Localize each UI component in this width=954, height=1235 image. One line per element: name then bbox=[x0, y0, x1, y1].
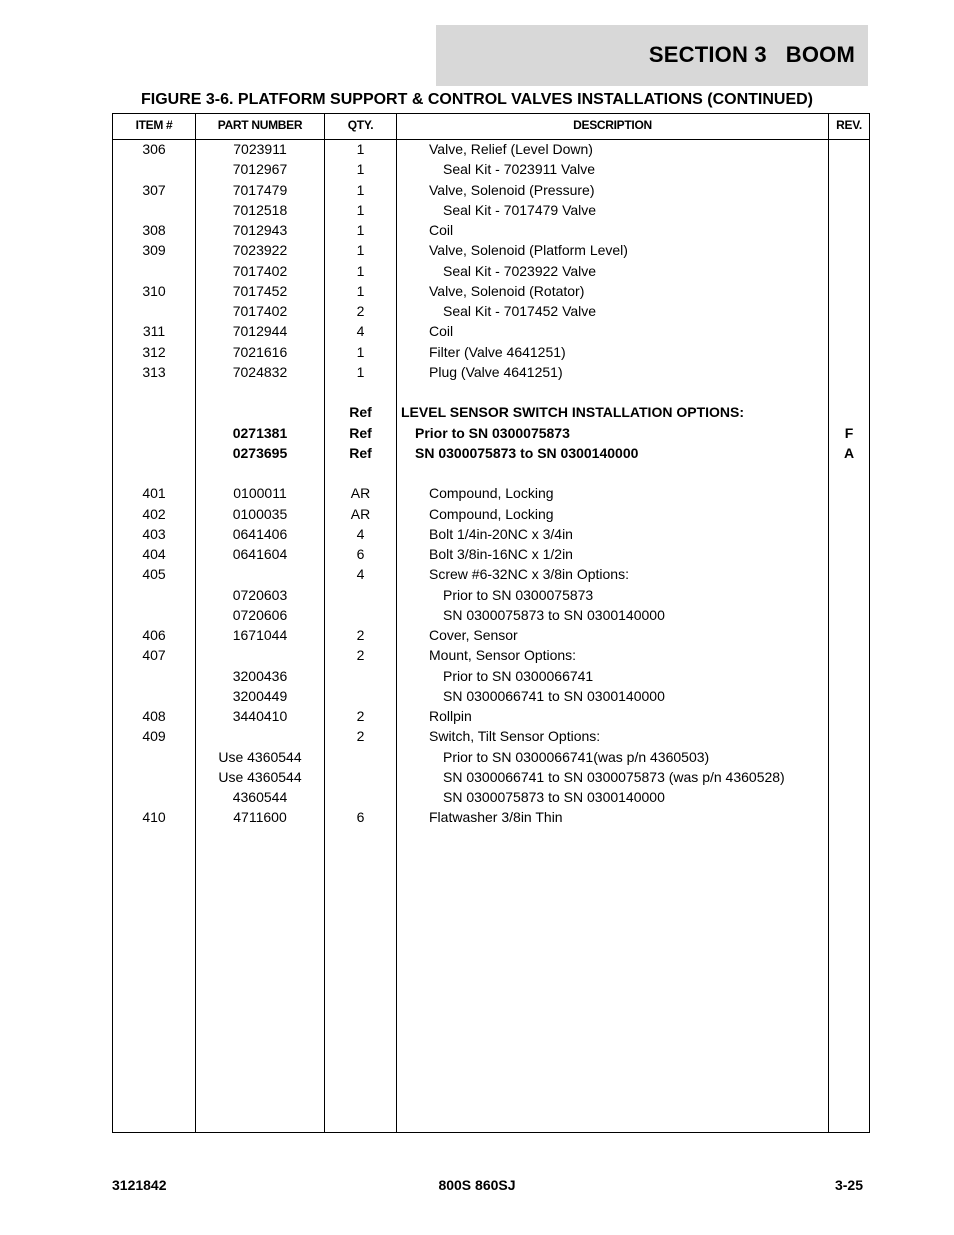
header-description: DESCRIPTION bbox=[573, 118, 652, 132]
quantity-cell: 1 bbox=[356, 181, 365, 198]
table-row bbox=[113, 587, 869, 607]
table-row bbox=[113, 384, 869, 404]
part-number-cell: 3200436 bbox=[232, 667, 288, 684]
description-cell: Coil bbox=[429, 323, 454, 340]
description-cell: Prior to SN 0300075873 bbox=[415, 424, 570, 441]
table-row bbox=[113, 809, 869, 829]
quantity-cell: 1 bbox=[356, 161, 365, 178]
part-number-cell: 7012944 bbox=[232, 323, 288, 340]
quantity-cell: 1 bbox=[356, 282, 365, 299]
header-rev: REV. bbox=[836, 118, 862, 132]
item-number-cell: 402 bbox=[142, 505, 166, 522]
description-cell: SN 0300075873 to SN 0300140000 bbox=[443, 606, 665, 623]
quantity-cell: 1 bbox=[356, 242, 365, 259]
item-number-cell: 306 bbox=[142, 141, 166, 157]
table-row bbox=[113, 506, 869, 526]
table-row bbox=[113, 546, 869, 566]
description-cell: Bolt 3/8in-16NC x 1/2in bbox=[429, 546, 573, 562]
item-number-cell: 310 bbox=[142, 282, 166, 299]
table-row bbox=[113, 668, 869, 688]
part-number-cell: Use 4360544 bbox=[218, 748, 302, 765]
part-number-cell: 7017402 bbox=[232, 303, 288, 319]
quantity-cell: 2 bbox=[356, 708, 365, 724]
description-cell: Compound, Locking bbox=[429, 485, 554, 502]
table-row bbox=[113, 323, 869, 343]
description-cell: SN 0300075873 to SN 0300140000 bbox=[443, 789, 665, 805]
section-title: SECTION 3 BOOM bbox=[648, 42, 855, 67]
description-cell: SN 0300075873 to SN 0300140000 bbox=[415, 444, 639, 461]
part-number-cell: 7021616 bbox=[232, 343, 288, 360]
item-number-cell: 312 bbox=[142, 343, 166, 360]
table-row bbox=[113, 526, 869, 546]
table-row bbox=[113, 728, 869, 748]
part-number-cell: 0271381 bbox=[232, 424, 288, 441]
table-row bbox=[113, 566, 869, 586]
figure-title: FIGURE 3-6. PLATFORM SUPPORT & CONTROL VALVES INSTALLATIONS (CONTINUED) bbox=[141, 91, 813, 108]
part-number-cell: 7012967 bbox=[232, 161, 288, 178]
description-cell: Coil bbox=[429, 222, 454, 238]
quantity-cell: 1 bbox=[356, 201, 365, 218]
description-cell: LEVEL SENSOR SWITCH INSTALLATION OPTIONS: bbox=[401, 404, 745, 421]
part-number-cell: 7017402 bbox=[232, 262, 288, 279]
description-cell: Mount, Sensor Options: bbox=[429, 647, 577, 664]
footer-page-number: 3-25 bbox=[834, 1177, 863, 1193]
quantity-cell: 4 bbox=[356, 566, 365, 583]
part-number-cell: 4711600 bbox=[233, 809, 287, 826]
footer-model: 800S 860SJ bbox=[438, 1177, 516, 1193]
description-cell: SN 0300066741 to SN 0300140000 bbox=[443, 687, 665, 704]
section-header bbox=[436, 25, 868, 86]
description-cell: SN 0300066741 to SN 0300075873 (was p/n 4360528) bbox=[443, 768, 785, 785]
description-cell: Prior to SN 0300075873 bbox=[443, 586, 594, 603]
item-number-cell: 409 bbox=[142, 728, 166, 745]
description-cell: Seal Kit - 7023922 Valve bbox=[443, 262, 597, 279]
item-number-cell: 405 bbox=[142, 566, 166, 583]
part-number-cell: 4360544 bbox=[232, 789, 288, 805]
description-cell: Valve, Solenoid (Platform Level) bbox=[429, 242, 628, 259]
description-cell: Flatwasher 3/8in Thin bbox=[429, 809, 563, 826]
table-row bbox=[113, 425, 869, 445]
description-cell: Valve, Relief (Level Down) bbox=[429, 141, 593, 157]
part-number-cell: Use 4360544 bbox=[218, 768, 302, 785]
quantity-cell: AR bbox=[350, 485, 371, 502]
description-cell: Cover, Sensor bbox=[429, 627, 518, 643]
item-number-cell: 309 bbox=[142, 242, 166, 259]
table-row bbox=[113, 465, 869, 485]
quantity-cell: 1 bbox=[356, 363, 365, 380]
part-number-cell: 0641604 bbox=[232, 546, 288, 562]
header-divider bbox=[113, 139, 869, 140]
quantity-cell: AR bbox=[350, 505, 371, 522]
table-row bbox=[113, 749, 869, 769]
item-number-cell: 404 bbox=[142, 546, 166, 562]
footer-document-number: 3121842 bbox=[112, 1177, 167, 1193]
table-row bbox=[113, 222, 869, 242]
description-cell: Seal Kit - 7017452 Valve bbox=[443, 303, 597, 319]
quantity-cell: 1 bbox=[356, 343, 365, 360]
table-row bbox=[113, 344, 869, 364]
description-cell: Seal Kit - 7017479 Valve bbox=[443, 201, 597, 218]
table-row bbox=[113, 161, 869, 181]
revision-cell: F bbox=[844, 424, 854, 441]
description-cell: Filter (Valve 4641251) bbox=[429, 343, 566, 360]
item-number-cell: 311 bbox=[142, 323, 166, 340]
table-row bbox=[113, 202, 869, 222]
revision-cell: A bbox=[843, 444, 855, 461]
description-cell: Switch, Tilt Sensor Options: bbox=[429, 728, 601, 745]
table-row bbox=[113, 404, 869, 424]
quantity-cell: 1 bbox=[356, 222, 365, 238]
description-cell: Screw #6-32NC x 3/8in Options: bbox=[429, 566, 629, 583]
item-number-cell: 313 bbox=[142, 363, 166, 380]
table-row bbox=[113, 688, 869, 708]
parts-table bbox=[112, 113, 870, 1133]
header-qty: QTY. bbox=[347, 118, 374, 132]
description-cell: Plug (Valve 4641251) bbox=[429, 363, 563, 380]
part-number-cell: 0641406 bbox=[232, 525, 288, 542]
quantity-cell: 2 bbox=[356, 303, 365, 319]
table-row bbox=[113, 364, 869, 384]
table-row bbox=[113, 283, 869, 303]
part-number-cell: 0100011 bbox=[233, 485, 287, 502]
table-row bbox=[113, 182, 869, 202]
quantity-cell: 2 bbox=[356, 627, 365, 643]
description-cell: Rollpin bbox=[429, 708, 472, 724]
header-item: ITEM # bbox=[135, 118, 173, 132]
description-cell: Prior to SN 0300066741(was p/n 4360503) bbox=[443, 748, 710, 765]
item-number-cell: 403 bbox=[142, 525, 166, 542]
quantity-cell: 1 bbox=[356, 262, 365, 279]
table-row bbox=[113, 303, 869, 323]
table-row bbox=[113, 708, 869, 728]
quantity-cell: 4 bbox=[356, 525, 365, 542]
description-cell: Valve, Solenoid (Rotator) bbox=[429, 282, 585, 299]
table-row bbox=[113, 789, 869, 809]
item-number-cell: 407 bbox=[142, 647, 166, 664]
part-number-cell: 1671044 bbox=[232, 627, 288, 643]
part-number-cell: 7012943 bbox=[232, 222, 288, 238]
quantity-cell: 6 bbox=[356, 546, 365, 562]
table-body bbox=[113, 141, 869, 830]
quantity-cell: Ref bbox=[349, 404, 372, 421]
item-number-cell: 307 bbox=[142, 181, 166, 198]
description-cell: Bolt 1/4in-20NC x 3/4in bbox=[429, 525, 573, 542]
table-row bbox=[113, 769, 869, 789]
item-number-cell: 406 bbox=[142, 627, 166, 643]
quantity-cell: Ref bbox=[349, 424, 372, 441]
quantity-cell: 2 bbox=[356, 647, 365, 664]
quantity-cell: 6 bbox=[356, 809, 365, 826]
item-number-cell: 401 bbox=[142, 485, 166, 502]
part-number-cell: 7024832 bbox=[232, 363, 288, 380]
part-number-cell: 7012518 bbox=[232, 201, 288, 218]
part-number-cell: 7023911 bbox=[233, 141, 287, 157]
quantity-cell: Ref bbox=[349, 444, 372, 461]
description-cell: Valve, Solenoid (Pressure) bbox=[429, 181, 595, 198]
quantity-cell: 1 bbox=[356, 141, 365, 157]
table-row bbox=[113, 263, 869, 283]
part-number-cell: 3440410 bbox=[232, 708, 288, 724]
item-number-cell: 308 bbox=[142, 222, 166, 238]
part-number-cell: 7017479 bbox=[232, 181, 288, 198]
table-row bbox=[113, 242, 869, 262]
header-part-number: PART NUMBER bbox=[217, 118, 303, 132]
table-row bbox=[113, 485, 869, 505]
item-number-cell: 408 bbox=[142, 708, 166, 724]
part-number-cell: 0720603 bbox=[232, 586, 288, 603]
part-number-cell: 0720606 bbox=[232, 606, 288, 623]
quantity-cell: 4 bbox=[356, 323, 365, 340]
table-row bbox=[113, 607, 869, 627]
description-cell: Seal Kit - 7023911 Valve bbox=[443, 161, 596, 178]
table-row bbox=[113, 627, 869, 647]
part-number-cell: 3200449 bbox=[232, 687, 288, 704]
part-number-cell: 7023922 bbox=[232, 242, 288, 259]
quantity-cell: 2 bbox=[356, 728, 365, 745]
table-row bbox=[113, 647, 869, 667]
item-number-cell: 410 bbox=[142, 809, 166, 826]
description-cell: Prior to SN 0300066741 bbox=[443, 667, 594, 684]
part-number-cell: 0100035 bbox=[232, 505, 288, 522]
table-row bbox=[113, 445, 869, 465]
part-number-cell: 0273695 bbox=[232, 444, 288, 461]
description-cell: Compound, Locking bbox=[429, 505, 554, 522]
table-row bbox=[113, 141, 869, 161]
part-number-cell: 7017452 bbox=[232, 282, 288, 299]
